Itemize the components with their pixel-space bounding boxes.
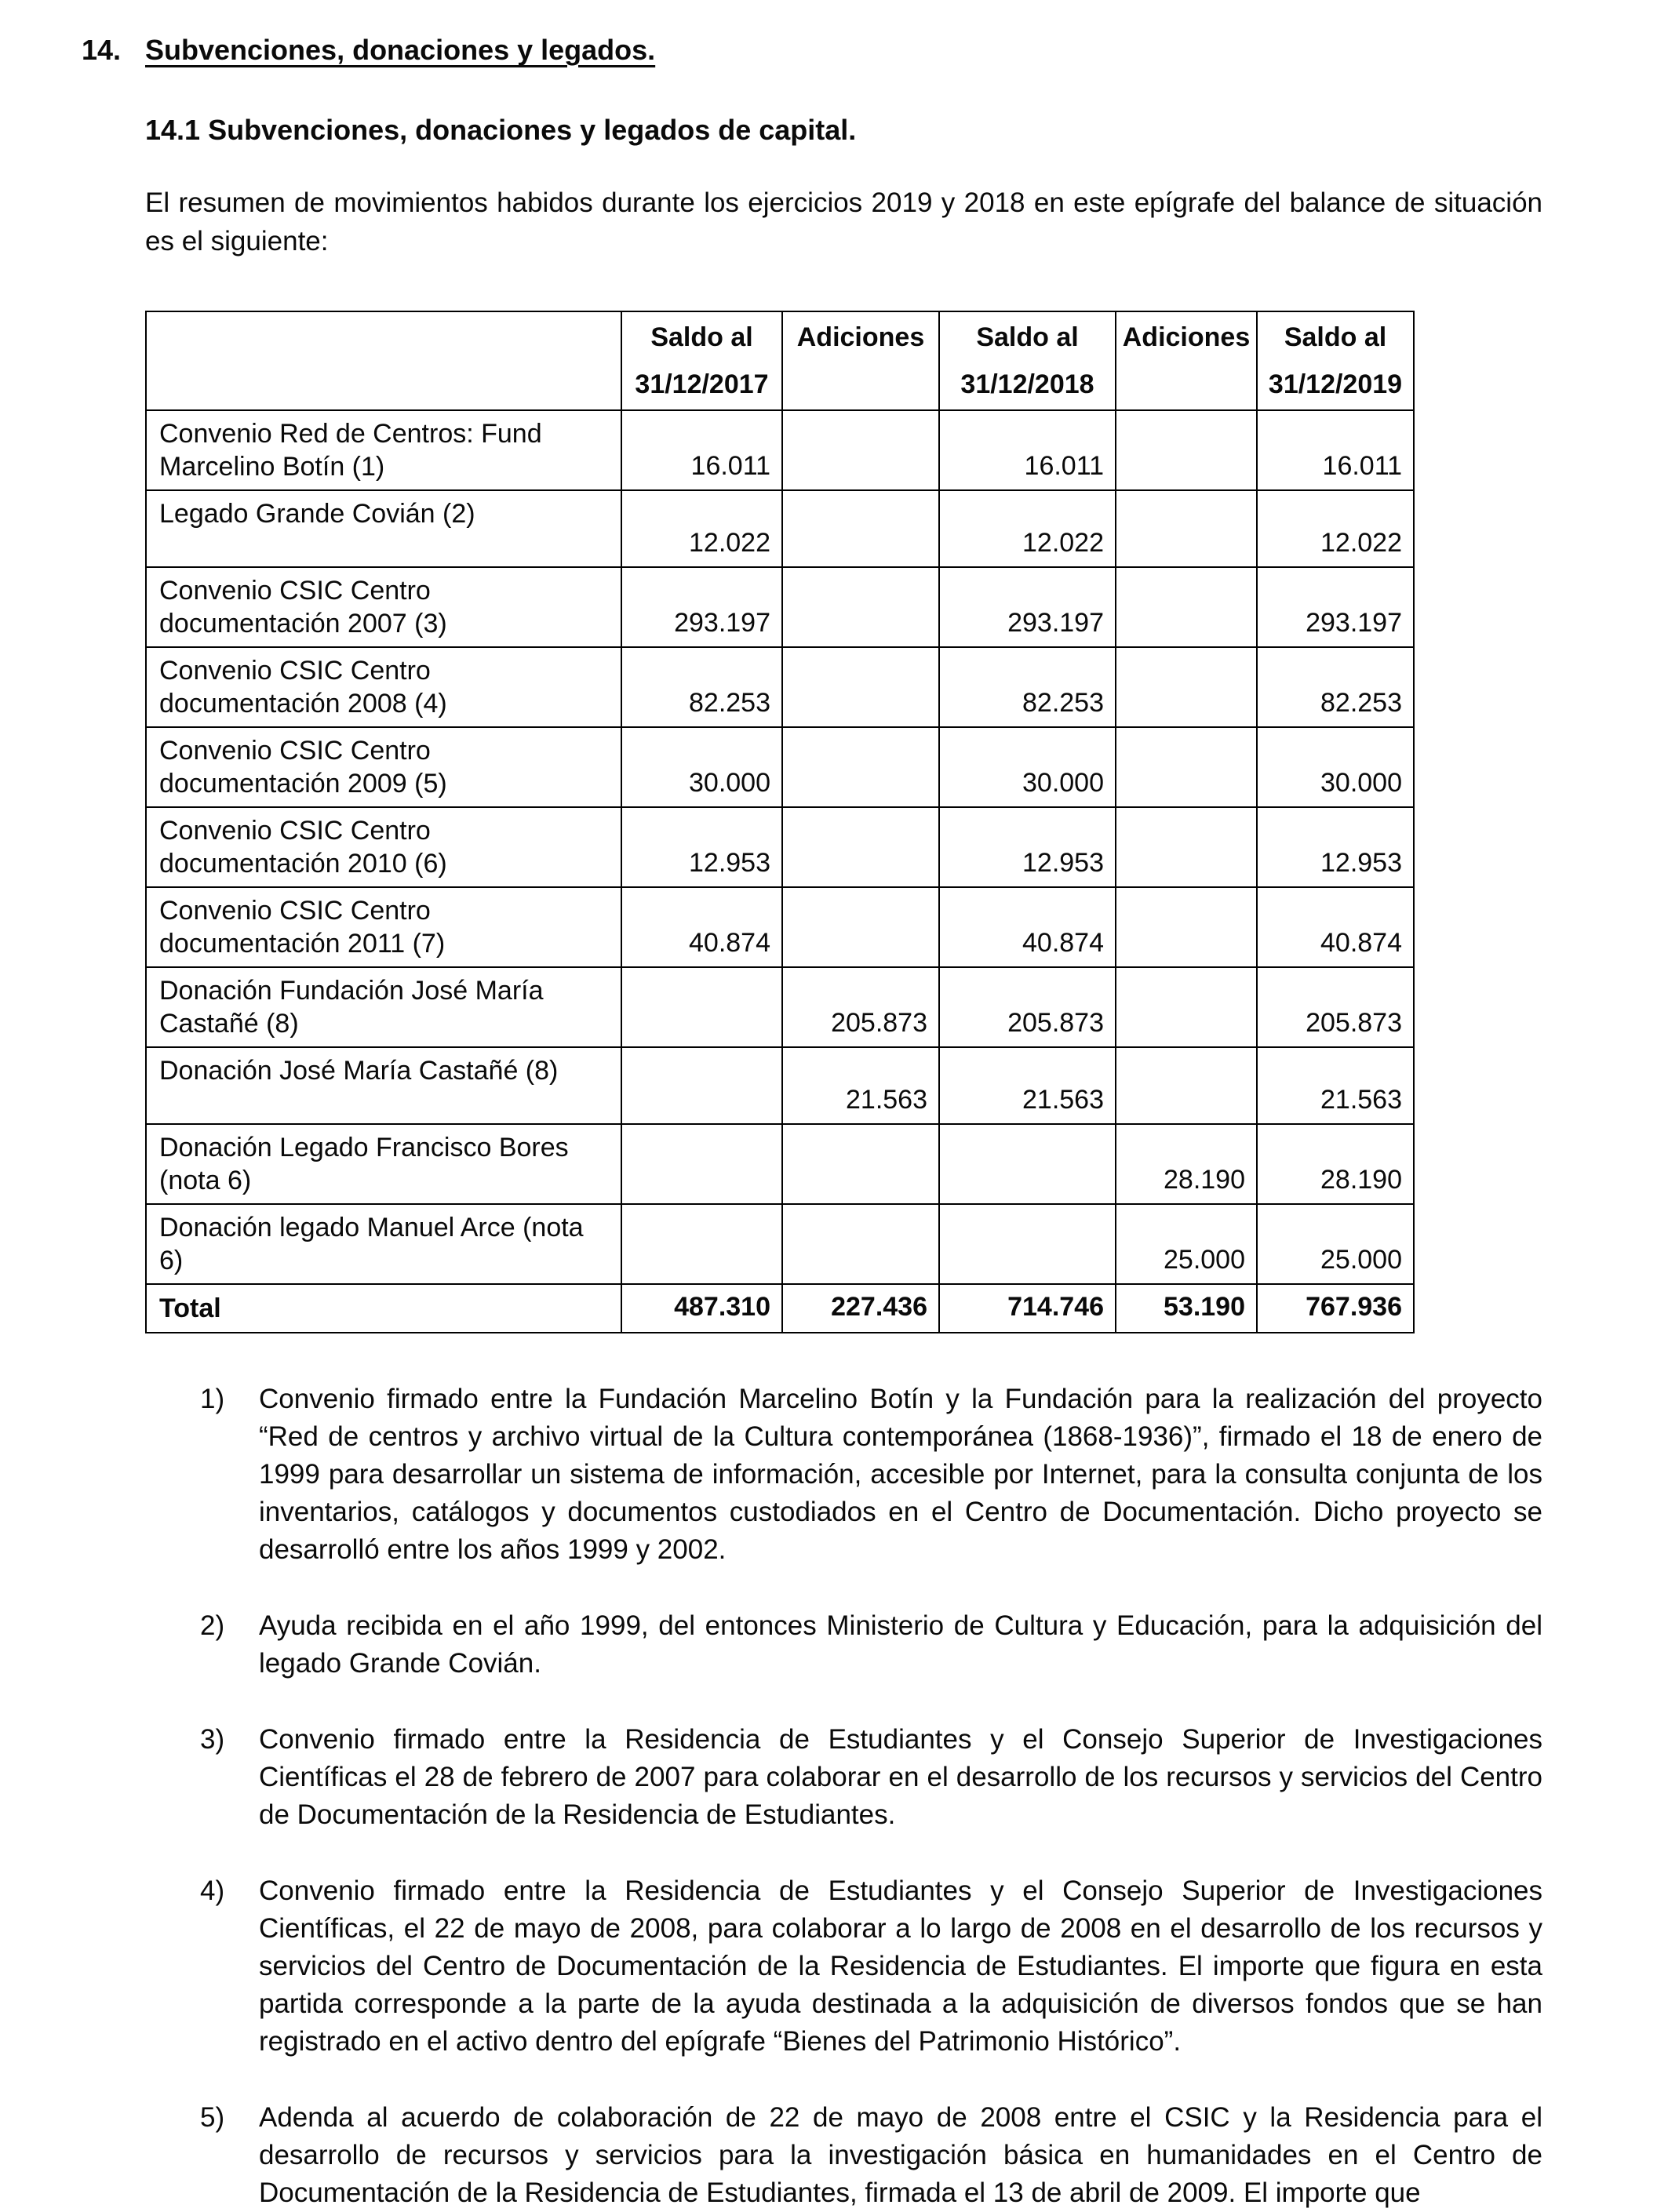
note-text: Convenio firmado entre la Fundación Marcelino Botín y la Fundación para la realización del proyecto “Red de centros y archivo virtual de la Cultura contemporánea (1868-1936)”, firmado el 18 de enero de 1999 para desarrollar un sistema de información, accesible por Internet, para la consulta conjunta de los inventarios, catálogos y documentos custodiados en el Centro de Documentación. Dicho proyecto se desarrolló entre los años 1999 y 2002. bbox=[259, 1384, 1542, 1565]
amount-cell bbox=[782, 807, 939, 887]
column-header-line1: Adiciones bbox=[1122, 322, 1251, 352]
note-item bbox=[200, 1607, 1542, 1683]
amount-cell bbox=[621, 1124, 782, 1204]
column-header bbox=[621, 311, 782, 410]
amount-cell bbox=[1116, 410, 1257, 490]
amount-cell bbox=[939, 1124, 1116, 1204]
table-row bbox=[146, 967, 1414, 1047]
column-header-line1: Saldo al bbox=[1284, 322, 1387, 352]
note-text: Ayuda recibida en el año 1999, del entonces Ministerio de Cultura y Educación, para la adquisición del legado Grande Covián. bbox=[259, 1610, 1542, 1679]
amount-cell: 293.197 bbox=[939, 567, 1116, 647]
column-header bbox=[1257, 311, 1414, 410]
row-label: Convenio CSIC Centro documentación 2011 (7) bbox=[146, 887, 621, 967]
amount-cell bbox=[621, 1047, 782, 1124]
amount-cell: 30.000 bbox=[621, 727, 782, 807]
amount-cell bbox=[1116, 1047, 1257, 1124]
note-number: 4) bbox=[200, 1875, 225, 1906]
amount-cell: 205.873 bbox=[782, 967, 939, 1047]
amount-cell: 12.953 bbox=[939, 807, 1116, 887]
row-label: Convenio CSIC Centro documentación 2009 (5) bbox=[146, 727, 621, 807]
amount-cell: 205.873 bbox=[1257, 967, 1414, 1047]
amount-cell: 12.022 bbox=[939, 490, 1116, 567]
amount-cell bbox=[782, 1124, 939, 1204]
amount-cell: 293.197 bbox=[1257, 567, 1414, 647]
row-label: Donación José María Castañé (8) bbox=[146, 1047, 621, 1124]
amount-cell: 40.874 bbox=[939, 887, 1116, 967]
amount-cell bbox=[621, 1204, 782, 1284]
amount-cell: 21.563 bbox=[939, 1047, 1116, 1124]
amount-cell: 82.253 bbox=[1257, 647, 1414, 727]
table-row bbox=[146, 567, 1414, 647]
table-footer bbox=[146, 1284, 1414, 1333]
amount-cell bbox=[1116, 967, 1257, 1047]
amount-cell: 21.563 bbox=[1257, 1047, 1414, 1124]
amount-cell: 82.253 bbox=[621, 647, 782, 727]
section-heading bbox=[82, 33, 1542, 67]
total-label: Total bbox=[146, 1284, 621, 1333]
amount-cell: 21.563 bbox=[782, 1047, 939, 1124]
subsection-heading: 14.1 Subvenciones, donaciones y legados de capital. bbox=[145, 114, 857, 146]
table-row bbox=[146, 1047, 1414, 1124]
column-header bbox=[782, 311, 939, 410]
amount-cell: 30.000 bbox=[939, 727, 1116, 807]
amount-cell: 28.190 bbox=[1257, 1124, 1414, 1204]
column-header-line2 bbox=[1120, 369, 1253, 400]
amount-cell: 40.874 bbox=[621, 887, 782, 967]
intro-paragraph: El resumen de movimientos habidos durante los ejercicios 2019 y 2018 en este epígrafe del balance de situación es el siguiente: bbox=[145, 187, 1542, 256]
amount-cell bbox=[1116, 490, 1257, 567]
table-row bbox=[146, 490, 1414, 567]
column-header-line2 bbox=[786, 369, 935, 400]
table-row bbox=[146, 410, 1414, 490]
header-row bbox=[146, 311, 1414, 410]
table-header bbox=[146, 311, 1414, 410]
total-amount-cell: 53.190 bbox=[1116, 1284, 1257, 1333]
amount-cell bbox=[1116, 727, 1257, 807]
subventions-table bbox=[145, 311, 1415, 1333]
header-corner-cell bbox=[146, 311, 621, 410]
total-amount-cell: 714.746 bbox=[939, 1284, 1116, 1333]
amount-cell: 28.190 bbox=[1116, 1124, 1257, 1204]
amount-cell: 12.022 bbox=[1257, 490, 1414, 567]
amount-cell: 12.953 bbox=[621, 807, 782, 887]
note-item bbox=[200, 2099, 1542, 2212]
note-text: Adenda al acuerdo de colaboración de 22 de mayo de 2008 entre el CSIC y la Residencia para el desarrollo de recursos y servicios para la investigación básica en humanidades en el Centro de Documentación de la Residencia de Estudiantes, firmada el 13 de abril de 2009. El importe que bbox=[259, 2102, 1542, 2208]
total-amount-cell: 227.436 bbox=[782, 1284, 939, 1333]
amount-cell: 16.011 bbox=[621, 410, 782, 490]
note-number: 3) bbox=[200, 1724, 225, 1755]
table-row bbox=[146, 807, 1414, 887]
amount-cell: 25.000 bbox=[1257, 1204, 1414, 1284]
table-row bbox=[146, 647, 1414, 727]
amount-cell bbox=[1116, 647, 1257, 727]
amount-cell bbox=[782, 727, 939, 807]
note-number: 5) bbox=[200, 2102, 225, 2133]
amount-cell bbox=[1116, 887, 1257, 967]
note-text: Convenio firmado entre la Residencia de Estudiantes y el Consejo Superior de Investigaciones Científicas, el 22 de mayo de 2008, para colaborar a lo largo de 2008 en el desarrollo de los recursos y servicios del Centro de Documentación de la Residencia de Estudiantes. El importe que figura en esta partida corresponde a la parte de la ayuda destinada a la adquisición de diversos fondos que se han registrado en el activo dentro del epígrafe “Bienes del Patrimonio Histórico”. bbox=[259, 1875, 1542, 2057]
note-number: 2) bbox=[200, 1610, 225, 1641]
amount-cell: 25.000 bbox=[1116, 1204, 1257, 1284]
total-row bbox=[146, 1284, 1414, 1333]
amount-cell bbox=[782, 567, 939, 647]
note-item bbox=[200, 1381, 1542, 1569]
row-label: Donación Legado Francisco Bores (nota 6) bbox=[146, 1124, 621, 1204]
amount-cell bbox=[782, 410, 939, 490]
column-header-line2: 31/12/2018 bbox=[960, 369, 1094, 399]
note-item bbox=[200, 1872, 1542, 2061]
note-number: 1) bbox=[200, 1384, 225, 1414]
table-row bbox=[146, 887, 1414, 967]
amount-cell bbox=[782, 887, 939, 967]
amount-cell bbox=[782, 1204, 939, 1284]
amount-cell: 16.011 bbox=[939, 410, 1116, 490]
amount-cell bbox=[621, 967, 782, 1047]
note-text: Convenio firmado entre la Residencia de Estudiantes y el Consejo Superior de Investigaciones Científicas el 28 de febrero de 2007 para colaborar en el desarrollo de los recursos y servicios del Centro de Documentación de la Residencia de Estudiantes. bbox=[259, 1724, 1542, 1830]
amount-cell: 40.874 bbox=[1257, 887, 1414, 967]
note-item bbox=[200, 1721, 1542, 1834]
amount-cell bbox=[939, 1204, 1116, 1284]
row-label: Convenio Red de Centros: Fund Marcelino Botín (1) bbox=[146, 410, 621, 490]
row-label: Convenio CSIC Centro documentación 2010 (6) bbox=[146, 807, 621, 887]
amount-cell: 12.953 bbox=[1257, 807, 1414, 887]
table-body bbox=[146, 410, 1414, 1284]
column-header-line1: Saldo al bbox=[976, 322, 1079, 352]
amount-cell: 205.873 bbox=[939, 967, 1116, 1047]
column-header-line2: 31/12/2019 bbox=[1268, 369, 1403, 399]
amount-cell: 293.197 bbox=[621, 567, 782, 647]
amount-cell: 16.011 bbox=[1257, 410, 1414, 490]
amount-cell bbox=[1116, 807, 1257, 887]
column-header-line2: 31/12/2017 bbox=[635, 369, 769, 399]
row-label: Legado Grande Covián (2) bbox=[146, 490, 621, 567]
notes-list bbox=[200, 1381, 1542, 2212]
table-row bbox=[146, 1204, 1414, 1284]
row-label: Convenio CSIC Centro documentación 2008 (4) bbox=[146, 647, 621, 727]
row-label: Convenio CSIC Centro documentación 2007 (3) bbox=[146, 567, 621, 647]
total-amount-cell: 767.936 bbox=[1257, 1284, 1414, 1333]
table-row bbox=[146, 727, 1414, 807]
amount-cell bbox=[1116, 567, 1257, 647]
amount-cell bbox=[782, 647, 939, 727]
amount-cell: 12.022 bbox=[621, 490, 782, 567]
section-title: Subvenciones, donaciones y legados. bbox=[145, 34, 656, 66]
row-label: Donación legado Manuel Arce (nota 6) bbox=[146, 1204, 621, 1284]
column-header-line1: Adiciones bbox=[796, 322, 925, 352]
amount-cell: 30.000 bbox=[1257, 727, 1414, 807]
table-row bbox=[146, 1124, 1414, 1204]
row-label: Donación Fundación José María Castañé (8) bbox=[146, 967, 621, 1047]
amount-cell: 82.253 bbox=[939, 647, 1116, 727]
amount-cell bbox=[782, 490, 939, 567]
total-amount-cell: 487.310 bbox=[621, 1284, 782, 1333]
column-header bbox=[939, 311, 1116, 410]
column-header bbox=[1116, 311, 1257, 410]
section-number: 14. bbox=[82, 34, 122, 66]
column-header-line1: Saldo al bbox=[650, 322, 753, 352]
